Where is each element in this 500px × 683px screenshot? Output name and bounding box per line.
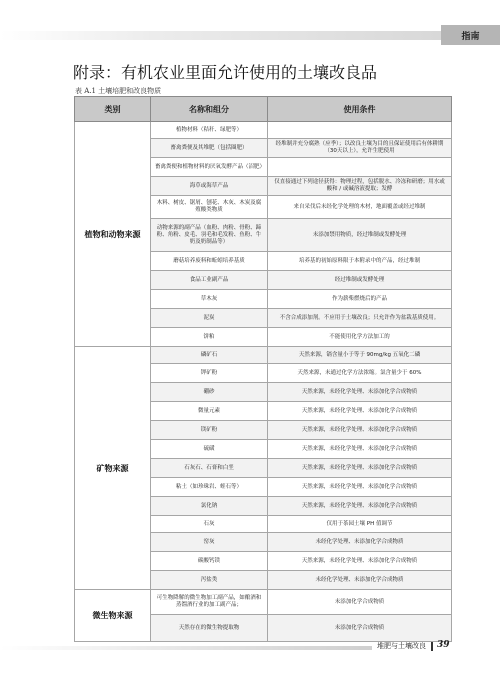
name-cell: 窑灰 (151, 533, 268, 552)
category-cell: 植物和动物来源 (75, 122, 151, 347)
condition-cell (268, 122, 452, 139)
name-cell: 食品工业副产品 (151, 271, 268, 290)
name-cell: 木料、树皮、锯屑、刨花、木灰、木炭及腐殖酸类物质 (151, 196, 268, 219)
name-cell: 镁矿粉 (151, 421, 268, 440)
condition-cell: 天然来源，未经化学处理、未添加化学合成物质 (268, 552, 452, 571)
name-cell: 钾矿粉 (151, 364, 268, 383)
name-cell: 粘土（如珍珠岩、蛭石等） (151, 478, 268, 497)
condition-cell: 天然来源，镉含量小于等于 90mg/kg 五氧化二磷 (268, 347, 452, 364)
name-cell: 泻盐类 (151, 571, 268, 590)
condition-cell: 未添加化学合成物质 (268, 615, 452, 642)
page-number: 39 (437, 640, 450, 650)
condition-cell: 仅用于茶园土壤 PH 值调节 (268, 516, 452, 533)
name-cell: 磷矿石 (151, 347, 268, 364)
name-cell: 畜禽粪便和植物材料的厌氧发酵产品（沼肥） (151, 158, 268, 177)
condition-cell: 未经化学处理、未添加化学合成物质 (268, 571, 452, 590)
condition-cell: 天然来源，未经化学处理、未添加化学合成物质 (268, 440, 452, 459)
footer-section: 堆肥与土壤改良 (377, 642, 426, 650)
footer-rule (0, 646, 372, 650)
soil-amendment-table (74, 96, 452, 642)
condition-cell: 天然来源，未经化学处理、未添加化学合成物质 (268, 421, 452, 440)
name-cell: 草木灰 (151, 290, 268, 309)
name-cell: 泥炭 (151, 309, 268, 328)
name-cell: 畜禽粪便及其堆肥（包括圈肥） (151, 139, 268, 158)
header-bar (0, 31, 441, 40)
condition-cell: 作为薪柴燃烧后的产品 (268, 290, 452, 309)
table-row (75, 122, 452, 139)
condition-cell: 来自采伐后未经化学处理的木材，地面覆盖或经过堆制 (268, 196, 452, 219)
category-cell: 矿物来源 (75, 347, 151, 590)
condition-cell: 仅直接通过下列途径获得：物理过程，包括脱水、冷冻和研磨；用水或酸和 / 或碱溶液提取；发酵 (268, 177, 452, 196)
page-footer (0, 641, 500, 655)
condition-cell: 天然来源，未经化学处理、未添加化学合成物质 (268, 497, 452, 516)
condition-cell: 培养基的初始原料限于本附录中的产品，经过堆制 (268, 252, 452, 271)
condition-cell: 天然来源，未经化学处理、未添加化学合成物质 (268, 402, 452, 421)
header-condition: 使用条件 (268, 97, 452, 122)
condition-cell: 未经化学处理、未添加化学合成物质 (268, 533, 452, 552)
table-row (75, 347, 452, 364)
condition-cell: 天然来源，未经化学处理、未添加化学合成物质 (268, 478, 452, 497)
name-cell: 动物来源的副产品（血粉、肉粉、骨粉、蹄粉、角粉、皮毛、羽毛和毛发粉、鱼粉、牛奶及奶制品等） (151, 219, 268, 252)
table-row (75, 590, 452, 615)
name-cell: 蘑菇培养废料和蚯蚓培养基质 (151, 252, 268, 271)
condition-cell: 不能使用化学方法加工的 (268, 328, 452, 347)
name-cell: 海草或海草产品 (151, 177, 268, 196)
category-cell: 微生物来源 (75, 590, 151, 642)
condition-cell: 天然来源，未经化学处理、未添加化学合成物质 (268, 383, 452, 402)
name-cell: 可生物降解的微生物加工副产品，如酿酒和蒸馏酒行业的加工副产品； (151, 590, 268, 615)
condition-cell (268, 158, 452, 177)
table-caption: 表 A.1 土壤培肥和改良物质 (75, 87, 162, 95)
name-cell: 硫磺 (151, 440, 268, 459)
page-title: 附录：有机农业里面允许使用的土壤改良品 (73, 63, 378, 82)
name-cell: 石灰石、石膏和白垩 (151, 459, 268, 478)
condition-cell: 天然来源，未通过化学方法浓缩。氯含量少于 60% (268, 364, 452, 383)
name-cell: 微量元素 (151, 402, 268, 421)
name-cell: 植物材料（秸秆、绿肥等） (151, 122, 268, 139)
footer-divider (431, 642, 433, 651)
condition-cell: 经堆制并充分腐熟（应季）；以改良土壤为目的且保证使用后有体耕期（30天以上），允许生肥使用 (268, 139, 452, 158)
section-tag: 指南 (441, 25, 500, 45)
name-cell: 碳酸钙镁 (151, 552, 268, 571)
condition-cell: 未添加化学合成物质 (268, 590, 452, 615)
condition-cell: 经过堆制或发酵处理 (268, 271, 452, 290)
name-cell: 饼粕 (151, 328, 268, 347)
name-cell: 石灰 (151, 516, 268, 533)
condition-cell: 未添加禁用物质，经过堆制或发酵处理 (268, 219, 452, 252)
name-cell: 硼砂 (151, 383, 268, 402)
condition-cell: 天然来源，未经化学处理、未添加化学合成物质 (268, 459, 452, 478)
name-cell: 天然存在的微生物提取物 (151, 615, 268, 642)
table-header-row (75, 97, 452, 122)
name-cell: 氯化钠 (151, 497, 268, 516)
header-category: 类别 (75, 97, 151, 122)
condition-cell: 不含合成添加剂。不应用于土壤改良；只允许作为盆栽基质使用。 (268, 309, 452, 328)
header-name: 名称和组分 (151, 97, 268, 122)
